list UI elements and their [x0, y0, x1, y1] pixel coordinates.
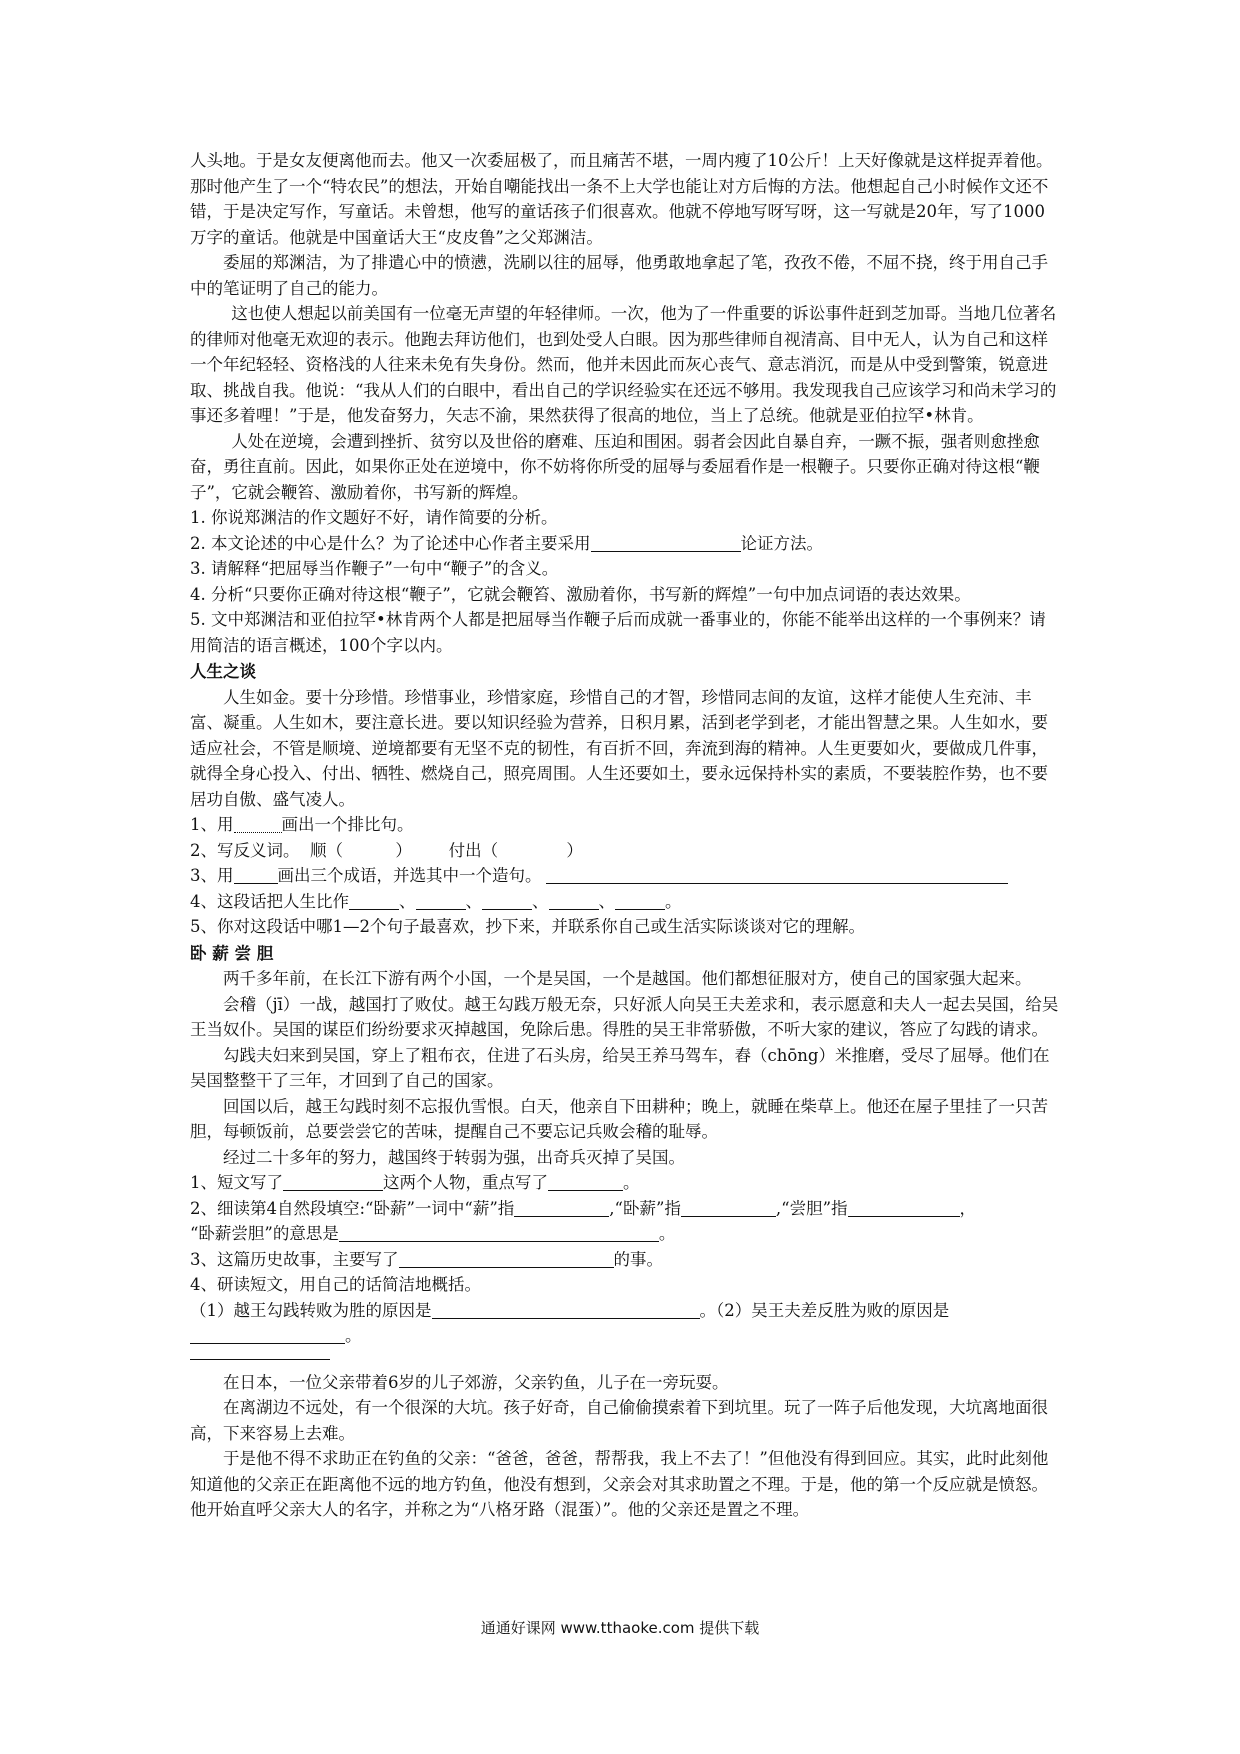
passage3-question-2-cont: “卧薪尝胆”的意思是 。	[190, 1224, 676, 1243]
wavy-underline-mark	[234, 814, 282, 833]
passage1-question-3: 3. 请解释“把屈辱当作鞭子”一句中“鞭子”的含义。	[190, 559, 559, 578]
passage3-question-4-answers: （1）越王勾践转败为胜的原因是 。（2）吴王夫差反胜为败的原因是 。	[190, 1300, 950, 1345]
document-body	[190, 148, 1060, 1523]
passage2-question-4: 4、这段话把人生比作 、 、 、 、 。	[190, 891, 682, 911]
answer-blank[interactable]	[546, 865, 1008, 884]
section-divider	[190, 1359, 330, 1360]
answer-blank[interactable]	[549, 891, 599, 910]
page-footer: 通通好课网 www.tthaoke.com 提供下载	[480, 1619, 760, 1637]
answer-blank[interactable]	[591, 533, 741, 552]
passage3-question-3: 3、这篇历史故事，主要写了 的事。	[190, 1249, 663, 1269]
passage4-paragraph-2: 在离湖边不远处，有一个很深的大坑。孩子好奇，自己偷偷摸索着下到坑里。玩了一阵子后他发现，大坑离地面很高，下来容易上去难。	[190, 1398, 1048, 1443]
passage3-title: 卧 薪 尝 胆	[190, 943, 274, 963]
answer-blank[interactable]	[615, 891, 665, 910]
passage2-title: 人生之谈	[190, 662, 256, 681]
answer-blank[interactable]	[283, 1172, 383, 1191]
answer-blank[interactable]	[681, 1198, 776, 1217]
passage1-paragraph-2: 委屈的郑渊洁，为了排遣心中的愤懑，洗刷以往的屈辱，他勇敢地拿起了笔，孜孜不倦，不屈不挠，终于用自己手中的笔证明了自己的能力。	[190, 253, 1048, 298]
passage2-question-5: 5、你对这段话中哪1—2个句子最喜欢，抄下来，并联系你自己或生活实际谈谈对它的理解。	[190, 917, 865, 936]
passage3-paragraph-4: 回国以后，越王勾践时刻不忘报仇雪恨。白天，他亲自下田耕种；晚上，就睡在柴草上。他还在屋子里挂了一只苦胆，每顿饭前，总要尝尝它的苦味，提醒自己不要忘记兵败会稽的耻辱。	[190, 1096, 1048, 1141]
answer-blank[interactable]	[514, 1198, 609, 1217]
passage3-paragraph-2: 会稽（jī）一战，越国打了败仗。越王勾践万般无奈，只好派人向吴王夫差求和，表示愿意和夫人一起去吴国，给吴王当奴仆。吴国的谋臣们纷纷要求灭掉越国，免除后患。得胜的吴王非常骄傲，不听大家的建议，答应了勾践的请求。	[190, 994, 1059, 1039]
underline-mark	[234, 865, 278, 884]
passage4-paragraph-1: 在日本，一位父亲带着6岁的儿子郊游，父亲钓鱼，儿子在一旁玩耍。	[223, 1372, 729, 1392]
passage3-paragraph-5: 经过二十多年的努力，越国终于转弱为强，出奇兵灭掉了吴国。	[223, 1147, 685, 1167]
passage4-paragraph-3: 于是他不得不求助正在钓鱼的父亲：“爸爸，爸爸，帮帮我，我上不去了！”但他没有得到回应。其实，此时此刻他知道他的父亲正在距离他不远的地方钓鱼，他没有想到，父亲会对其求助置之不理。于是，他的第一个反应就是愤怒。他开始直呼父亲大人的名字，并称之为“八格牙路（混蛋）”。他的父亲还是置之不理。	[190, 1449, 1049, 1519]
answer-blank[interactable]	[339, 1223, 659, 1242]
passage3-question-4: 4、研读短文，用自己的话简洁地概括。	[190, 1275, 481, 1294]
passage3-paragraph-1: 两千多年前，在长江下游有两个小国，一个是吴国，一个是越国。他们都想征服对方，使自己的国家强大起来。	[223, 969, 1032, 988]
answer-blank[interactable]	[548, 1172, 623, 1191]
passage1-paragraph-3: 这也使人想起以前美国有一位毫无声望的年轻律师。一次，他为了一件重要的诉讼事件赶到芝加哥。当地几位著名的律师对他毫无欢迎的表示。他跑去拜访他们，也到处受人白眼。因为那些律师自视清高、目中无人，认为自己和这样一个年纪轻轻、资格浅的人往来未免有失身份。然而，他并未因此而灰心丧气、意志消沉，而是从中受到警策，锐意进取、挑战自我。他说：“我从人们的白眼中，看出自己的学识经验实在还远不够用。我发现我自己应该学习和尚未学习的事还多着哩！”于是，他发奋努力，矢志不渝，果然获得了很高的地位，当上了总统。他就是亚伯拉罕•林肯。	[190, 304, 1057, 425]
passage3-question-2: 2、细读第4自然段填空:“卧薪”一词中“薪”指 ,“卧薪”指 ,“尝胆”指 ，	[190, 1198, 977, 1218]
passage1-paragraph-4: 人处在逆境，会遭到挫折、贫穷以及世俗的磨难、压迫和围困。弱者会因此自暴自弃，一蹶不振，强者则愈挫愈奋，勇往直前。因此，如果你正处在逆境中，你不妨将你所受的屈辱与委屈看作是一根鞭子。只要你正确对待这根“鞭子”，它就会鞭笞、激励着你，书写新的辉煌。	[190, 431, 1040, 502]
passage1-question-2: 2. 本文论述的中心是什么？为了论述中心作者主要采用 论证方法。	[190, 533, 823, 553]
answer-blank[interactable]	[190, 1325, 345, 1344]
answer-blank[interactable]	[848, 1198, 960, 1217]
passage2-question-1: 1、用 画出一个排比句。	[190, 815, 414, 834]
answer-blank[interactable]	[349, 891, 399, 910]
passage3-question-1: 1、短文写了 这两个人物，重点写了 。	[190, 1173, 640, 1192]
passage2-question-3: 3、用 画出三个成语，并选其中一个造句。	[190, 863, 1060, 889]
passage1-question-5: 5. 文中郑渊洁和亚伯拉罕•林肯两个人都是把屈辱当作鞭子后而成就一番事业的，你能不能举出这样的一个事例来？请用简洁的语言概述，100个字以内。	[190, 610, 1046, 655]
answer-blank[interactable]	[432, 1300, 700, 1319]
answer-blank[interactable]	[482, 891, 532, 910]
passage1-question-1: 1. 你说郑渊洁的作文题好不好，请作简要的分析。	[190, 508, 558, 527]
passage1-question-4: 4. 分析“只要你正确对待这根“鞭子”，它就会鞭笞、激励着你，书写新的辉煌”一句中加点词语的表达效果。	[190, 584, 971, 604]
passage3-paragraph-3: 勾践夫妇来到吴国，穿上了粗布衣，住进了石头房，给吴王养马驾车，舂（chōng）米推磨，受尽了屈辱。他们在吴国整整干了三年，才回到了自己的国家。	[190, 1045, 1050, 1090]
answer-blank[interactable]	[416, 891, 466, 910]
passage1-paragraph-1: 人头地。于是女友便离他而去。他又一次委屈极了，而且痛苦不堪，一周内瘦了10公斤！上天好像就是这样捉弄着他。那时他产生了一个“特农民”的想法，开始自嘲能找出一条不上大学也能让对方后悔的方法。他想起自己小时候作文还不错，于是决定写作，写童话。未曾想，他写的童话孩子们很喜欢。他就不停地写呀写呀，这一写就是20年，写了1000万字的童话。他就是中国童话大王“皮皮鲁”之父郑渊洁。	[190, 151, 1053, 247]
passage2-question-2: 2、写反义词。 顺（ ） 付出（ ）	[190, 840, 583, 860]
answer-blank[interactable]	[399, 1249, 614, 1268]
passage2-paragraph-1: 人生如金。要十分珍惜。珍惜事业，珍惜家庭，珍惜自己的才智，珍惜同志间的友谊，这样才能使人生充沛、丰富、凝重。人生如木，要注意长进。要以知识经验为营养，日积月累，活到老学到老，才能出智慧之果。人生如水，要适应社会，不管是顺境、逆境都要有无坚不克的韧性，有百折不回，奔流到海的精神。人生更要如火，要做成几件事，就得全身心投入、付出、牺牲、燃烧自己，照亮周围。人生还要如土，要永远保持朴实的素质，不要装腔作势，也不要居功自傲、盛气凌人。	[190, 687, 1048, 809]
